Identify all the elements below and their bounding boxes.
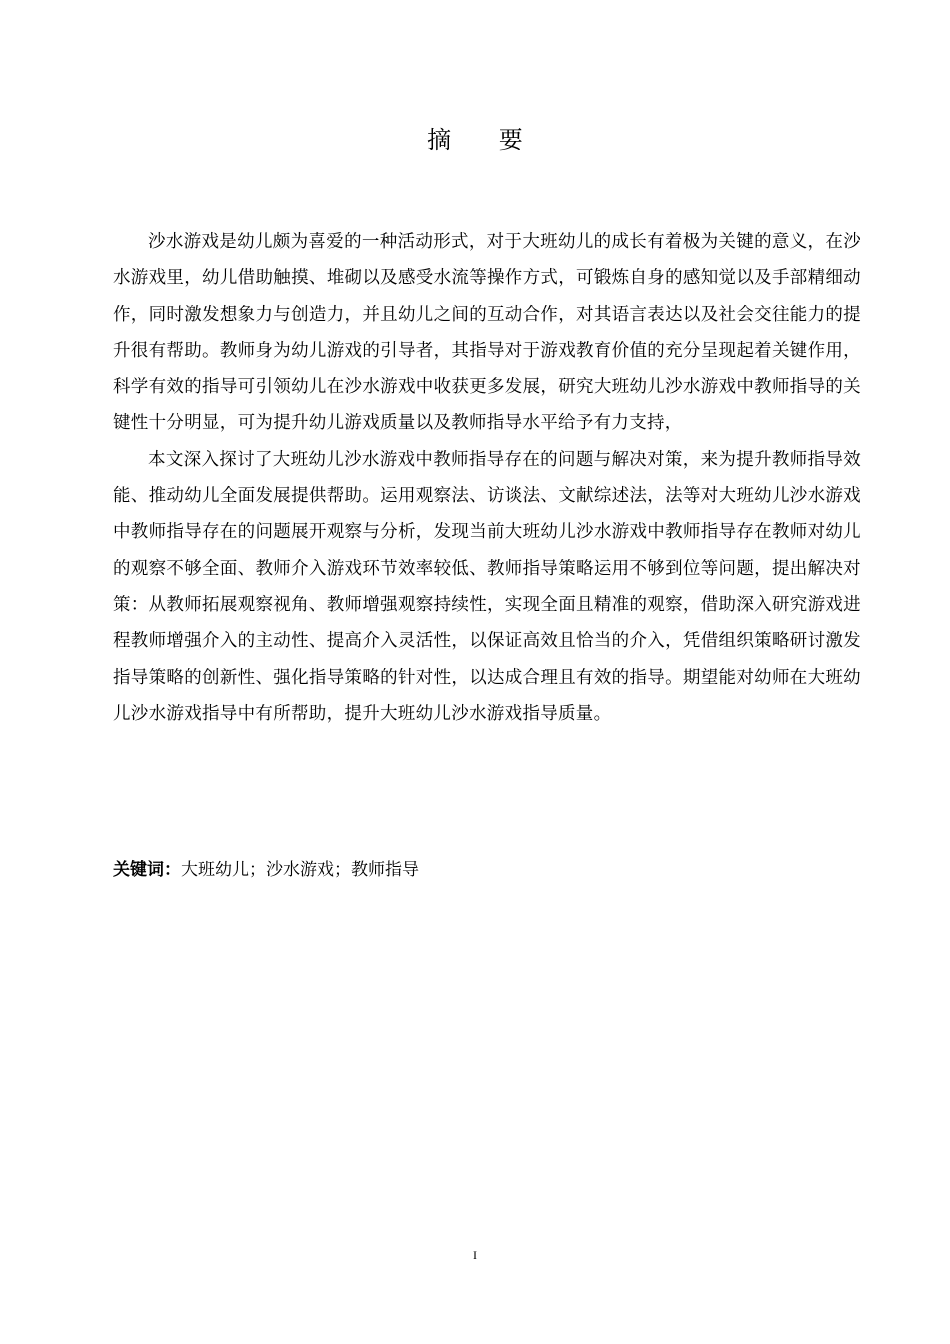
keywords-line: [113, 855, 861, 885]
abstract-title: 摘 要: [427, 126, 543, 154]
keywords-text: 大班幼儿；沙水游戏；教师指导: [181, 860, 419, 880]
page-number: I: [473, 1248, 477, 1262]
abstract-paragraph-2: 本文深入探讨了大班幼儿沙水游戏中教师指导存在的问题与解决对策，来为提升教师指导效能、推动幼儿全面发展提供帮助。运用观察法、访谈法、文献综述法，法等对大班幼儿沙水游戏中教师指导存在的问题展开观察与分析，发现当前大班幼儿沙水游戏中教师指导存在教师对幼儿的观察不够全面、教师介入游戏环节效率较低、教师指导策略运用不够到位等问题，提出解决对策：从教师拓展观察视角、教师增强观察持续性，实现全面且精准的观察，借助深入研究游戏进程教师增强介入的主动性、提高介入灵活性，以保证高效且恰当的介入，凭借组织策略研讨激发指导策略的创新性、强化指导策略的针对性，以达成合理且有效的指导。期望能对幼师在大班幼儿沙水游戏指导中有所帮助，提升大班幼儿沙水游戏指导质量。: [113, 449, 861, 724]
abstract-paragraph-1: 沙水游戏是幼儿颇为喜爱的一种活动形式，对于大班幼儿的成长有着极为关键的意义，在沙水游戏里，幼儿借助触摸、堆砌以及感受水流等操作方式，可锻炼自身的感知觉以及手部精细动作，同时激发想象力与创造力，并且幼儿之间的互动合作，对其语言表达以及社会交往能力的提升很有帮助。教师身为幼儿游戏的引导者，其指导对于游戏教育价值的充分呈现起着关键作用，科学有效的指导可引领幼儿在沙水游戏中收获更多发展，研究大班幼儿沙水游戏中教师指导的关键性十分明显，可为提升幼儿游戏质量以及教师指导水平给予有力支持，: [113, 232, 861, 434]
abstract-body: [113, 224, 861, 732]
keywords-label: 关键词：: [113, 860, 181, 880]
